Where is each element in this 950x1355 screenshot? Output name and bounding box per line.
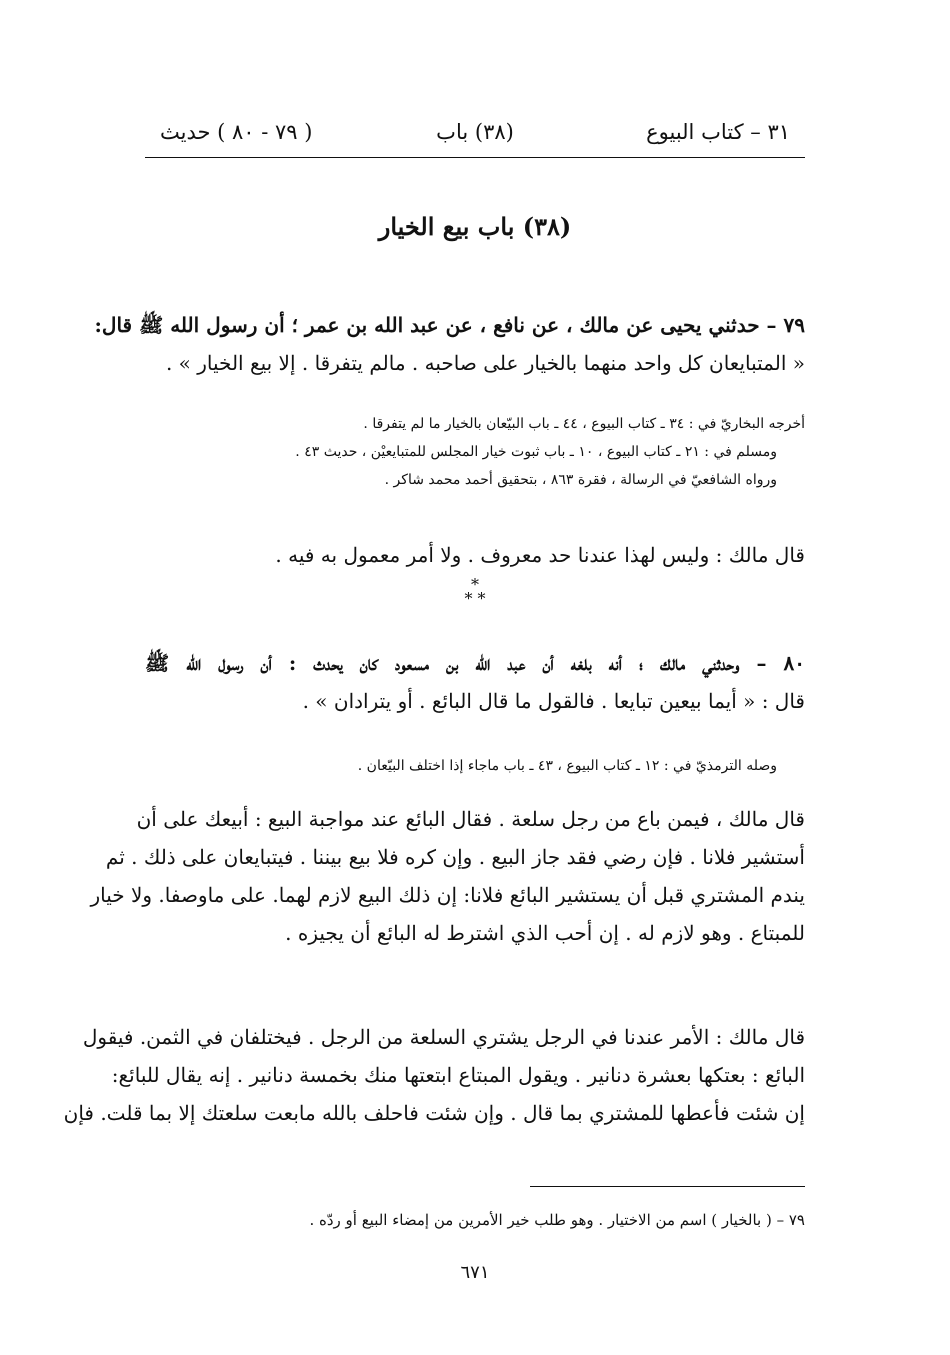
header-chapter: (٣٨) باب: [436, 120, 514, 144]
paragraph-line: إن شئت فأعطها للمشتري بما قال . وإن شئت فاحلف بالله مابعت سلعتك إلا بما قلت. فإن: [63, 1101, 805, 1125]
header-hadith-range: ( ٧٩ - ٨٠ ) حديث: [160, 120, 313, 144]
malik-paragraph-2: [63, 1018, 805, 1132]
separator-star-pair: [0, 589, 950, 608]
paragraph-line: للمبتاع . وهو لازم له . إن أحب الذي اشترط له البائع أن يجيزه .: [285, 921, 805, 945]
paragraph-line: أستشير فلانا . فإن رضي فقد جاز البيع . وإن كره فلا بيع بيننا . فيتبايعان على ذلك . ثم: [105, 845, 805, 869]
chapter-title: (٣٨) باب بيع الخيار: [378, 212, 572, 241]
takhrij-note: ومسلم في : ٢١ ـ كتاب البيوع ، ١٠ ـ باب ثبوت خيار المجلس للمتبايعيْن ، حديث ٤٣ .: [295, 444, 777, 460]
paragraph-line: قال مالك ، فيمن باع من رجل سلعة . فقال البائع عند مواجبة البيع : أبيعك على أن: [136, 807, 805, 831]
section-separator: [0, 575, 950, 608]
page-number: ٦٧١: [460, 1262, 490, 1283]
paragraph-line: يندم المشتري قبل أن يستشير البائع فلانا: إن ذلك البيع لازم لهما. على ماوصفا. ولا خيار: [90, 883, 805, 907]
hadith-80: [145, 644, 805, 720]
separator-star: *: [477, 589, 486, 608]
footnote-rule: [530, 1186, 805, 1187]
hadith-80-line-1: ٨٠ – وحدثني مالك ؛ أنه بلغه أن عبد الله بن مسعود كان يحدث : أن رسول الله ﷺ: [145, 651, 805, 675]
hadith-80-line-2: قال : « أيما بيعين تبايعا . فالقول ما قال البائع . أو يترادان » .: [302, 689, 805, 713]
hadith-79: [94, 306, 805, 382]
takhrij-note: وصله الترمذيّ في : ١٢ ـ كتاب البيوع ، ٤٣ ـ باب ماجاء إذا اختلف البيّعان .: [357, 758, 777, 774]
malik-paragraph-1: [90, 800, 805, 952]
footnote: ٧٩ – ( بالخيار ) اسم من الاختيار . وهو طلب خير الأمرين من إمضاء البيع أو ردّه .: [309, 1211, 805, 1229]
paragraph-line: قال مالك : الأمر عندنا في الرجل يشتري السلعة من الرجل . فيختلفان في الثمن. فيقول: [82, 1025, 805, 1049]
malik-comment-line: قال مالك : وليس لهذا عندنا حد معروف . ولا أمر معمول به فيه .: [275, 543, 805, 567]
hadith-79-takhrij: [145, 410, 805, 494]
header-rule: [145, 157, 805, 158]
paragraph-line: البائع : بعتكها بعشرة دنانير . ويقول المبتاع ابتعتها منك بخمسة دنانير . إنه يقال للبائع:: [111, 1063, 805, 1087]
hadith-80-takhrij: [145, 752, 805, 780]
header-book-title: ٣١ – كتاب البيوع: [646, 120, 790, 144]
hadith-79-malik-comment: [145, 536, 805, 574]
separator-star: *: [464, 589, 473, 608]
hadith-79-line-1: ٧٩ – حدثني يحيى عن مالك ، عن نافع ، عن عبد الله بن عمر ؛ أن رسول الله ﷺ قال:: [94, 313, 805, 337]
running-header: [160, 120, 790, 152]
takhrij-note: أخرجه البخاريّ في : ٣٤ ـ كتاب البيوع ، ٤٤ ـ باب البيّعان بالخيار ما لم يتفرقا .: [363, 416, 805, 432]
takhrij-note: ورواه الشافعيّ في الرسالة ، فقرة ٨٦٣ ، بتحقيق أحمد محمد شاكر .: [384, 472, 777, 488]
separator-star: *: [471, 575, 479, 594]
hadith-79-line-2: « المتبايعان كل واحد منهما بالخيار على صاحبه . مالم يتفرقا . إلا بيع الخيار » .: [165, 351, 805, 375]
